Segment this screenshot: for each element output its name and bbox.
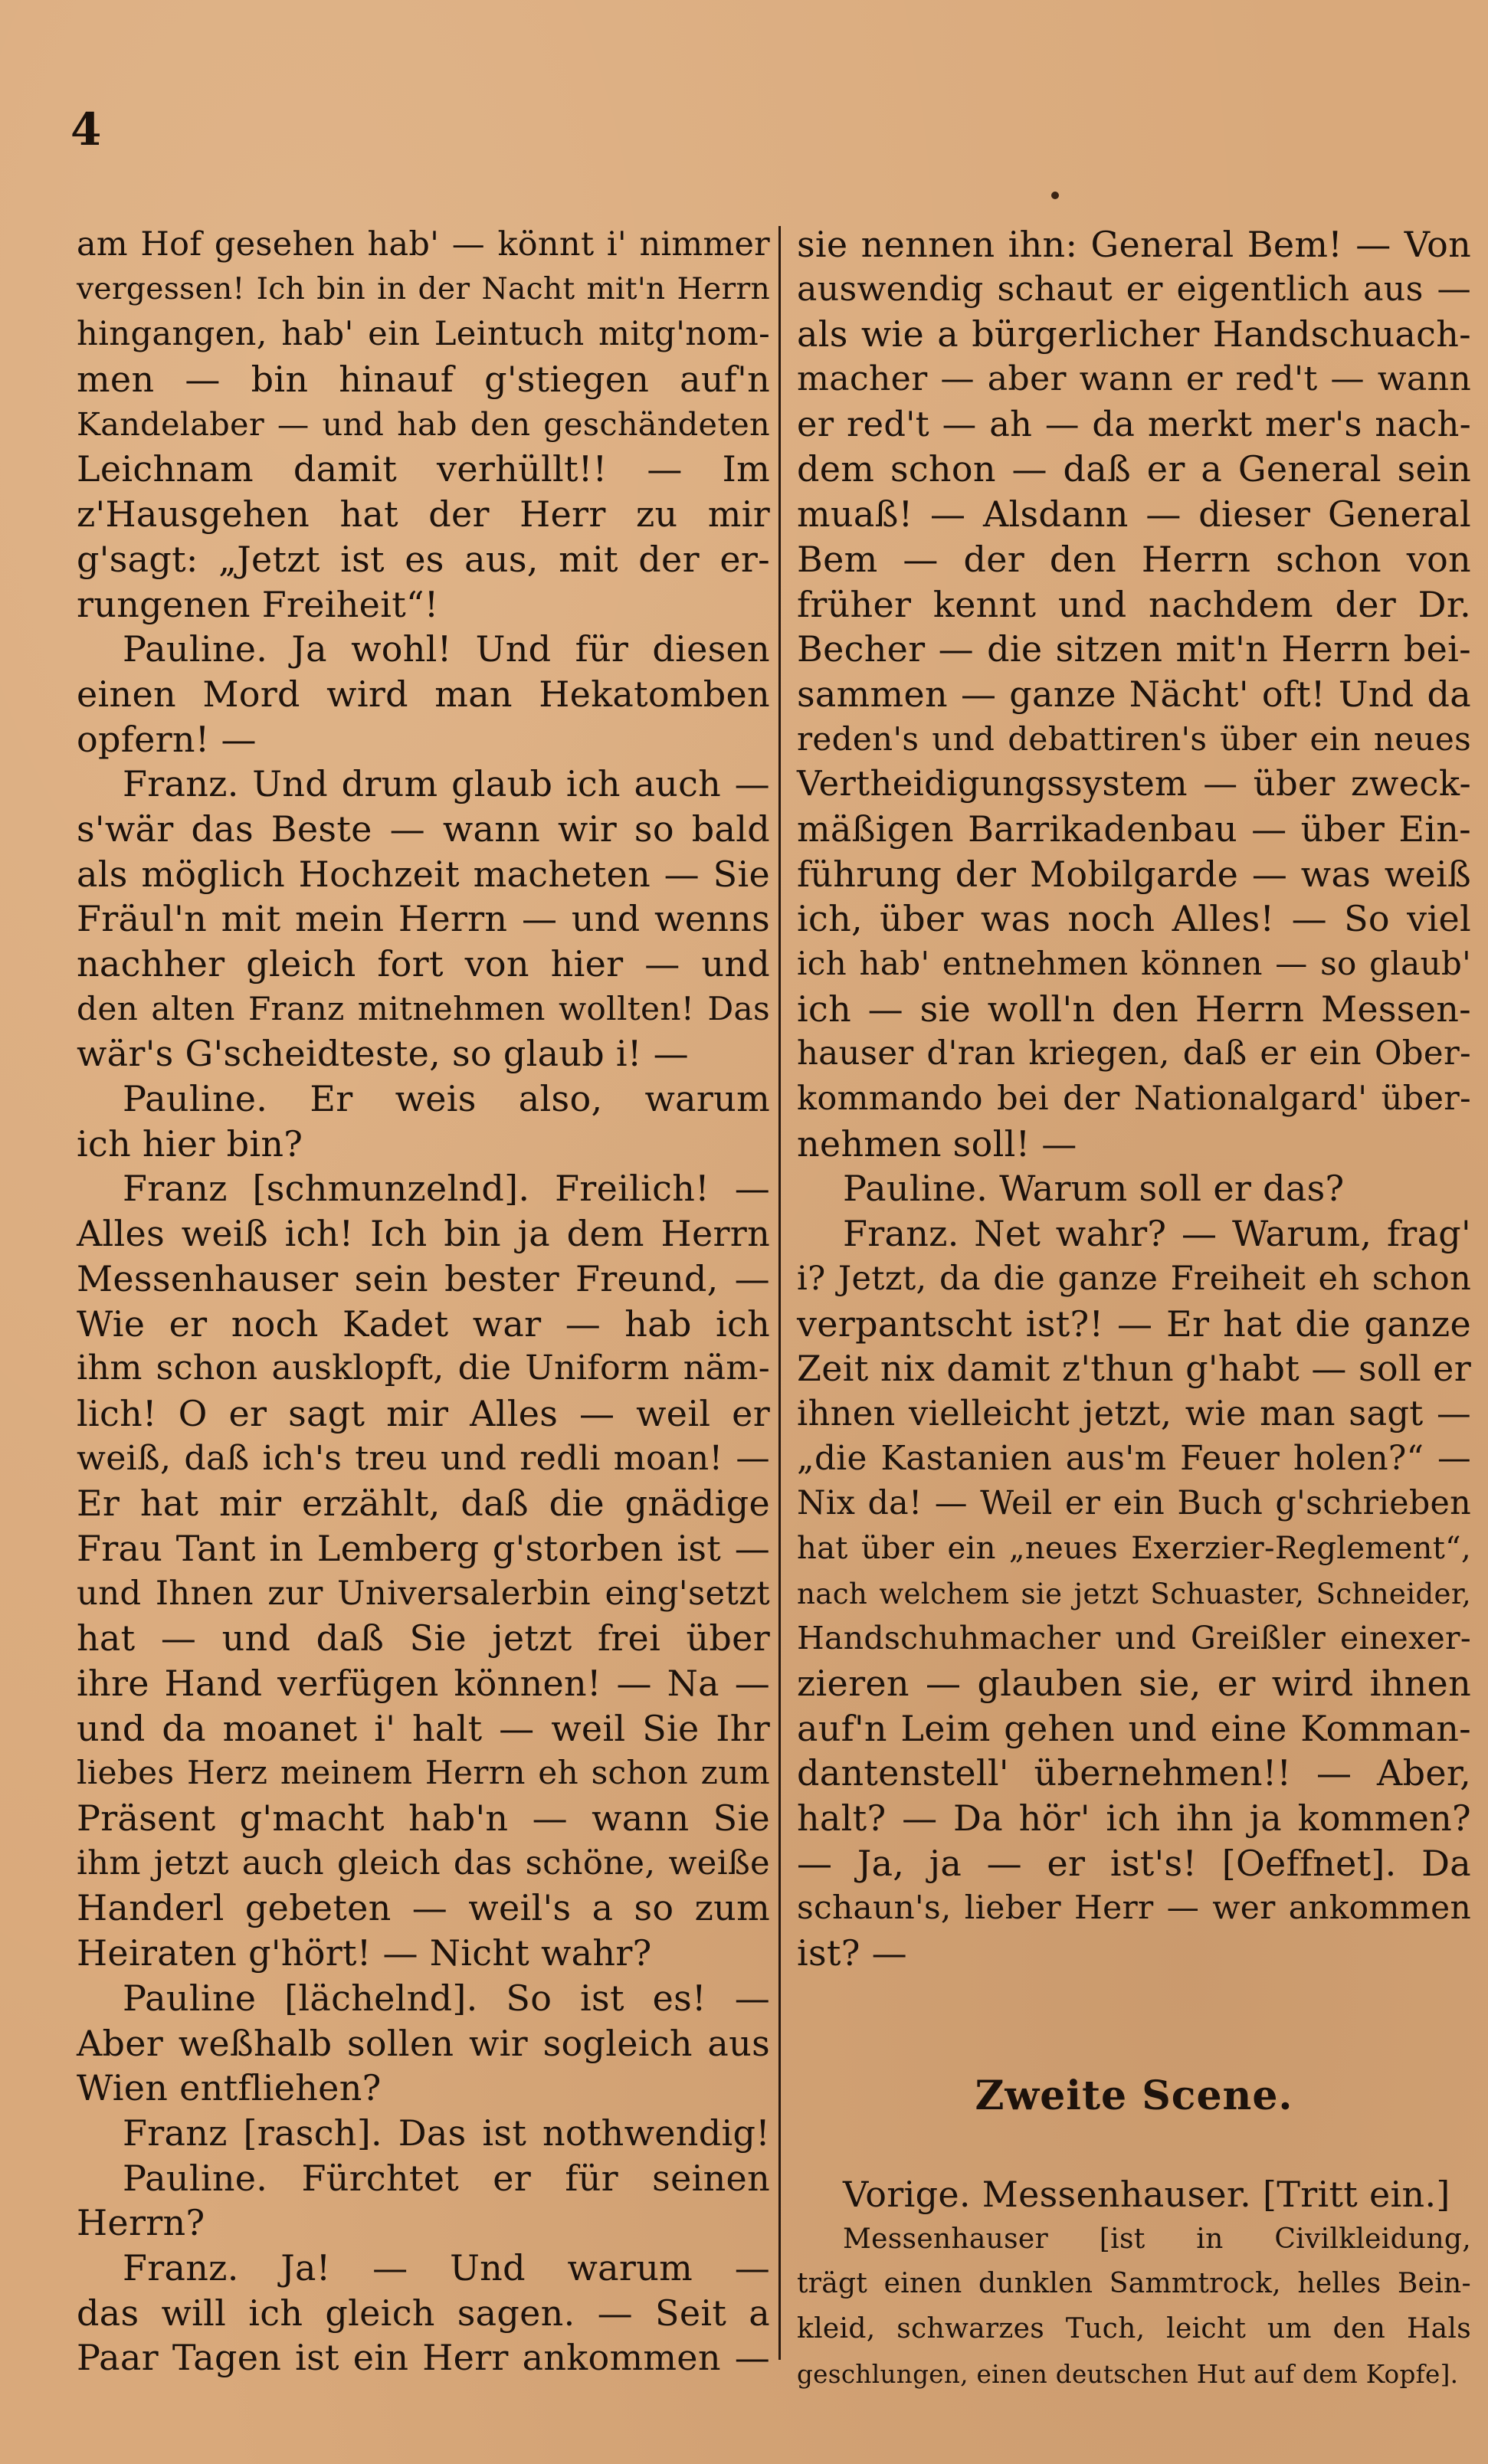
text-line: Becher — die sitzen mit'n Herrn bei- <box>797 628 1471 670</box>
text-line: muaß! — Alsdann — dieser General <box>797 493 1471 536</box>
text-line: am Hof gesehen hab' — könnt i' nimmer <box>77 225 770 264</box>
text-line: er red't — ah — da merkt mer's nach- <box>797 404 1471 444</box>
text-line: Wie er noch Kadet war — hab ich <box>77 1302 770 1345</box>
scene-spacer <box>797 2127 1471 2172</box>
text-line: Messenhauser sein bester Freund, — <box>77 1257 770 1299</box>
text-line: sie nennen ihn: General Bem! — Von <box>797 224 1471 265</box>
text-line: und Ihnen zur Universalerbin eing'setzt <box>77 1574 770 1613</box>
text-line: mäßigen Barrikadenbau — über Ein- <box>797 808 1471 850</box>
text-line: Bem — der den Herrn schon von <box>797 538 1471 580</box>
text-line: Er hat mir erzählt, daß die gnädige <box>77 1483 770 1525</box>
text-line: verpantscht ist?! — Er hat die ganze <box>797 1302 1471 1345</box>
text-line: ihnen vielleicht jetzt, wie man sagt — <box>797 1393 1471 1434</box>
speaker-line: Franz. Net wahr? — Warum, frag' <box>843 1213 1471 1255</box>
text-line: früher kennt und nachdem der Dr. <box>797 583 1471 625</box>
text-line: Präsent g'macht hab'n — wann Sie <box>77 1797 770 1840</box>
speaker-line: Franz [rasch]. Das ist nothwendig! <box>123 2112 770 2154</box>
character-description: kleid, schwarzes Tuch, leicht um den Hals <box>797 2312 1471 2344</box>
speaker-line: Pauline. Ja wohl! Und für diesen <box>123 628 770 670</box>
character-description: geschlungen, einen deutschen Hut auf dem Kopfe]. <box>797 2359 1459 2389</box>
text-line: hat über ein „neues Exerzier-Reglement“, <box>797 1530 1471 1566</box>
character-description: trägt einen dunklen Sammtrock, helles Bein- <box>797 2268 1471 2300</box>
text-line: schaun's, lieber Herr — wer ankommen <box>797 1889 1471 1927</box>
text-line: und da moanet i' halt — weil Sie Ihr <box>77 1707 770 1749</box>
text-line: nehmen soll! — <box>797 1122 1077 1165</box>
right-column <box>797 222 1471 2397</box>
text-line: ihm jetzt auch gleich das schöne, weiße <box>77 1843 770 1882</box>
text-line: hat — und daß Sie jetzt frei über <box>77 1617 770 1660</box>
speaker-line: Franz [schmunzelnd]. Freilich! — <box>123 1168 770 1210</box>
text-line: „die Kastanien aus'm Feuer holen?“ — <box>797 1438 1471 1478</box>
text-line: Wien entfliehen? <box>77 2067 382 2109</box>
text-line: ich hab' entnehmen können — so glaub' <box>797 945 1471 982</box>
text-line: Fräul'n mit mein Herrn — und wenns <box>77 898 770 940</box>
text-line: dem schon — daß er a General sein <box>797 448 1471 490</box>
text-line: als möglich Hochzeit macheten — Sie <box>77 853 770 895</box>
text-line: vergessen! Ich bin in der Nacht mit'n Herrn <box>77 271 770 306</box>
scene-spacer <box>797 2021 1471 2066</box>
speaker-line: Franz. Und drum glaub ich auch — <box>123 763 770 805</box>
text-line: nach welchem sie jetzt Schuaster, Schneider, <box>797 1576 1471 1610</box>
text-line: sammen — ganze Nächt' oft! Und da <box>797 673 1471 715</box>
text-line: das will ich gleich sagen. — Seit a <box>77 2292 770 2334</box>
speaker-line: Pauline [lächelnd]. So ist es! — <box>123 1977 770 2019</box>
text-line: men — bin hinauf g'stiegen auf'n <box>77 359 770 401</box>
text-line: s'wär das Beste — wann wir so bald <box>77 808 770 850</box>
text-line: ihm schon ausklopft, die Uniform näm- <box>77 1348 770 1388</box>
text-line: Frau Tant in Lemberg g'storben ist — <box>77 1527 770 1569</box>
text-line: z'Hausgehen hat der Herr zu mir <box>77 493 770 536</box>
text-line: i? Jetzt, da die ganze Freiheit eh schon <box>797 1259 1471 1298</box>
text-line: Handerl gebeten — weil's a so zum <box>77 1887 770 1929</box>
text-line: Paar Tagen ist ein Herr ankommen — <box>77 2337 770 2379</box>
stage-direction: Vorige. Messenhauser. [Tritt ein.] <box>843 2173 1450 2215</box>
text-line: Vertheidigungssystem — über zweck- <box>797 763 1471 804</box>
text-line: ich — sie woll'n den Herrn Messen- <box>797 988 1471 1030</box>
text-line: Zeit nix damit z'thun g'habt — soll er <box>797 1348 1471 1390</box>
text-line: Herrn? <box>77 2202 205 2244</box>
scene-heading: Zweite Scene. <box>975 2072 1293 2120</box>
text-line: den alten Franz mitnehmen wollten! Das <box>77 989 770 1027</box>
text-line: wär's G'scheidteste, so glaub i! — <box>77 1033 689 1075</box>
text-line: ich, über was noch Alles! — So viel <box>797 898 1471 940</box>
text-line: rungenen Freiheit“! <box>77 583 439 625</box>
character-description: Messenhauser [ist in Civilkleidung, <box>843 2223 1471 2255</box>
speaker-line: Pauline. Warum soll er das? <box>843 1168 1345 1210</box>
left-column <box>77 222 770 2380</box>
text-line: Leichnam damit verhüllt!! — Im <box>77 448 770 490</box>
text-line: Alles weiß ich! Ich bin ja dem Herrn <box>77 1213 770 1255</box>
text-line: führung der Mobilgarde — was weiß <box>797 853 1471 895</box>
text-line: ich hier bin? <box>77 1122 303 1165</box>
text-line: zieren — glauben sie, er wird ihnen <box>797 1663 1471 1704</box>
text-line: hingangen, hab' ein Leintuch mitg'nom- <box>77 315 770 354</box>
text-line: nachher gleich fort von hier — und <box>77 943 770 985</box>
page-number: 4 <box>70 103 102 156</box>
text-line: Aber weßhalb sollen wir sogleich aus <box>77 2022 770 2064</box>
text-line: dantenstell' übernehmen!! — Aber, <box>797 1752 1471 1794</box>
text-line: Handschuhmacher und Greißler einexer- <box>797 1620 1471 1657</box>
speaker-line: Franz. Ja! — Und warum — <box>123 2246 770 2289</box>
ink-speck <box>1051 192 1059 199</box>
speaker-line: Pauline. Er weis also, warum <box>123 1078 770 1120</box>
text-line: Nix da! — Weil er ein Buch g'schrieben <box>797 1484 1471 1523</box>
column-divider <box>778 226 781 2360</box>
text-line: reden's und debattiren's über ein neues <box>797 719 1471 758</box>
text-line: g'sagt: „Jetzt ist es aus, mit der er- <box>77 538 770 580</box>
text-line: lich! O er sagt mir Alles — weil er <box>77 1392 770 1434</box>
text-line: auswendig schaut er eigentlich aus — <box>797 269 1471 309</box>
text-line: liebes Herz meinem Herrn eh schon zum <box>77 1754 770 1792</box>
text-line: halt? — Da hör' ich ihn ja kommen? <box>797 1797 1471 1840</box>
text-line: weiß, daß ich's treu und redli moan! — <box>77 1438 770 1478</box>
text-line: einen Mord wird man Hekatomben <box>77 673 770 715</box>
text-line: macher — aber wann er red't — wann <box>797 359 1471 399</box>
text-line: ist? — <box>797 1932 907 1974</box>
text-line: Kandelaber — und hab den geschändeten <box>77 405 770 443</box>
text-line: — Ja, ja — er ist's! [Oeffnet]. Da <box>797 1842 1471 1884</box>
text-line: opfern! — <box>77 718 257 760</box>
text-line: ihre Hand verfügen können! — Na — <box>77 1663 770 1704</box>
text-line: auf'n Leim gehen und eine Komman- <box>797 1707 1471 1749</box>
text-line: kommando bei der Nationalgard' über- <box>797 1080 1471 1119</box>
speaker-line: Pauline. Fürchtet er für seinen <box>123 2157 770 2199</box>
scene-spacer <box>797 1976 1471 2021</box>
text-line: Heiraten g'hört! — Nicht wahr? <box>77 1932 652 1974</box>
text-line: hauser d'ran kriegen, daß er ein Ober- <box>797 1034 1471 1073</box>
text-line: als wie a bürgerlicher Handschuach- <box>797 313 1471 356</box>
